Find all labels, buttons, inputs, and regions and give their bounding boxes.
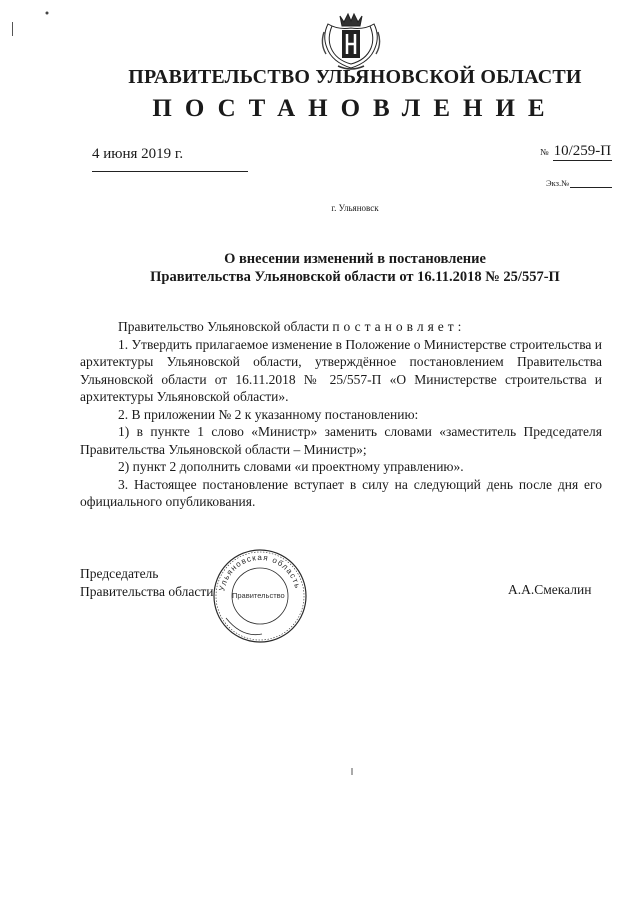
stamp-center-text: Правительство xyxy=(232,591,285,600)
document-type: ПОСТАНОВЛЕНИЕ xyxy=(152,95,558,122)
subject-line-1: О внесении изменений в постановление xyxy=(224,251,486,267)
intro-prefix: Правительство Ульяновской области xyxy=(118,319,333,334)
signer-title-line-1: Председатель xyxy=(80,566,159,581)
document-subject xyxy=(0,250,640,286)
copy-blank-line xyxy=(570,187,612,188)
document-body xyxy=(80,318,602,511)
paragraph-2-item-1: 1) в пункте 1 слово «Министр» заменить словами «заместитель Председателя Правительства Ульяновской области – Министр»; xyxy=(80,424,602,457)
subject-line-2: Правительства Ульяновской области от 16.11.2018 № 25/557-П xyxy=(150,269,560,285)
scan-artifact xyxy=(44,10,50,16)
stamp-ring-text: Ульяновская область xyxy=(217,552,303,592)
paragraph-2-item-2: 2) пункт 2 дополнить словами «и проектному управлению». xyxy=(118,459,464,474)
intro-paragraph xyxy=(80,318,602,336)
number-value: 10/259-П xyxy=(553,143,612,159)
copy-label: Экз.№ xyxy=(546,178,570,188)
scan-artifact xyxy=(350,768,354,776)
document-number xyxy=(540,143,612,160)
signer-name: А.А.Смекалин xyxy=(508,582,592,597)
date-underline xyxy=(92,171,248,172)
coat-of-arms-emblem xyxy=(318,10,384,74)
copy-number-field xyxy=(546,178,612,188)
number-prefix: № xyxy=(540,147,549,157)
signer-title xyxy=(80,565,213,600)
paragraph-1: 1. Утвердить прилагаемое изменение в Положение о Министерстве строительства и архитектуры Ульяновской области, утверждённое постановлением Правительства Ульяновской области от 16.11.2018 № 25/557-П «О Министерстве строительства и архитектуры Ульяновской области». xyxy=(80,336,602,404)
paragraph-2: 2. В приложении № 2 к указанному постановлению: xyxy=(118,406,419,422)
document-date: 4 июня 2019 г. xyxy=(92,146,184,162)
document-city: г. Ульяновск xyxy=(331,203,379,213)
paragraph-3: 3. Настоящее постановление вступает в силу на следующий день после дня его официального опубликования. xyxy=(80,476,602,509)
intro-verb: постановляет: xyxy=(332,319,466,334)
signer-title-line-2: Правительства области xyxy=(80,583,214,599)
scan-mark xyxy=(12,22,13,36)
svg-text:Ульяновская область xyxy=(217,553,302,592)
government-title: ПРАВИТЕЛЬСТВО УЛЬЯНОВСКОЙ ОБЛАСТИ xyxy=(128,66,582,88)
